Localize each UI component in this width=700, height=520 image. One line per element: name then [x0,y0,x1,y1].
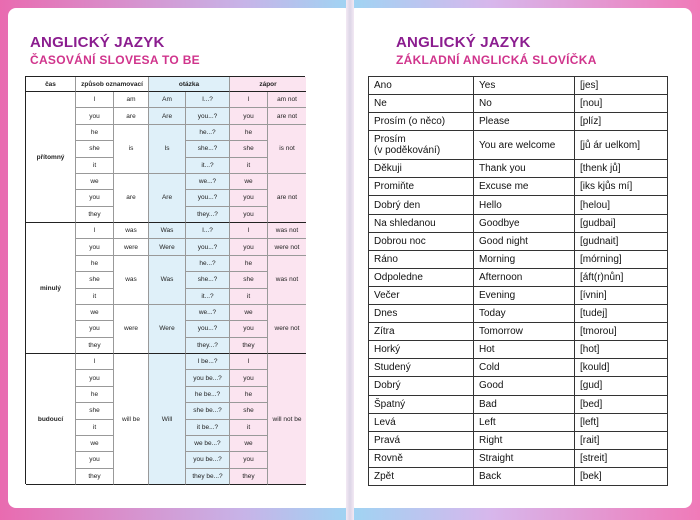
negation-form: is not [268,125,306,174]
pronoun: he [76,125,114,141]
header-negation: zápor [230,77,306,92]
negation-pronoun: he [230,125,268,141]
question-subject: it be...? [186,420,230,436]
question-subject: he...? [186,125,230,141]
pronunciation: [jes] [575,77,668,95]
negation-pronoun: she [230,141,268,157]
english-word: Cold [474,359,575,377]
negation-pronoun: you [230,239,268,255]
negation-pronoun: you [230,190,268,206]
pronunciation: [rait] [575,431,668,449]
vocab-row [369,232,668,250]
vocab-row [369,341,668,359]
czech-word: Zítra [369,323,474,341]
vocab-row [369,323,668,341]
question-subject: he...? [186,256,230,272]
pronunciation: [helou] [575,196,668,214]
question-verb: Was [149,256,186,305]
vocabulary-table [368,76,668,486]
pronunciation: [bek] [575,467,668,485]
question-verb: Is [149,125,186,174]
negation-pronoun: it [230,158,268,174]
pronunciation: [left] [575,413,668,431]
question-verb: Was [149,223,186,239]
negation-form: was not [268,256,306,305]
verb-form: are [114,108,149,124]
vocab-row [369,395,668,413]
pronunciation: [hot] [575,341,668,359]
negation-pronoun: you [230,321,268,337]
pronunciation: [plíz] [575,113,668,131]
question-subject: she...? [186,141,230,157]
pronoun: they [76,338,114,354]
verb-form: will be [114,354,149,485]
vocab-row [369,467,668,485]
czech-word: Levá [369,413,474,431]
czech-word: Děkuji [369,160,474,178]
pronoun: you [76,108,114,124]
header-indicative: způsob oznamovací [76,77,149,92]
pronoun: I [76,354,114,370]
pronoun: you [76,452,114,468]
negation-form: are not [268,108,306,124]
question-verb: Were [149,305,186,354]
english-word: Right [474,431,575,449]
negation-form: are not [268,174,306,223]
czech-word: Dnes [369,305,474,323]
question-subject: we...? [186,174,230,190]
czech-word: Večer [369,286,474,304]
english-word: Goodbye [474,214,575,232]
right-title: ANGLICKÝ JAZYK [396,34,531,51]
pronunciation: [gudnait] [575,232,668,250]
czech-word: Pravá [369,431,474,449]
pronunciation: [tudej] [575,305,668,323]
pronoun: he [76,256,114,272]
pronunciation: [ívnin] [575,286,668,304]
negation-pronoun: it [230,289,268,305]
vocab-row [369,95,668,113]
czech-word: Prosím (o něco) [369,113,474,131]
negation-pronoun: she [230,403,268,419]
czech-word: Horký [369,341,474,359]
english-word: Good night [474,232,575,250]
question-verb: Are [149,174,186,223]
pronunciation: [streit] [575,449,668,467]
vocab-row [369,214,668,232]
question-subject: I...? [186,223,230,239]
vocab-row [369,77,668,95]
english-word: Please [474,113,575,131]
header-question: otázka [149,77,230,92]
czech-word: Odpoledne [369,268,474,286]
question-subject: she...? [186,272,230,288]
verb-form: were [114,239,149,255]
english-word: Morning [474,250,575,268]
verb-form: were [114,305,149,354]
vocab-row [369,268,668,286]
pronoun: I [76,223,114,239]
verb-form: was [114,256,149,305]
negation-pronoun: we [230,174,268,190]
vocab-row [369,431,668,449]
verb-form: am [114,92,149,108]
pronoun: they [76,207,114,223]
vocab-row [369,250,668,268]
question-subject: I be...? [186,354,230,370]
pronunciation: [iks kjůs mí] [575,178,668,196]
pronoun: they [76,469,114,485]
negation-form: will not be [268,354,306,485]
czech-word: Dobrý [369,377,474,395]
czech-word: Ne [369,95,474,113]
czech-word: Dobrý den [369,196,474,214]
negation-pronoun: we [230,305,268,321]
czech-word: Ano [369,77,474,95]
english-word: Back [474,467,575,485]
pronoun: it [76,420,114,436]
pronoun: we [76,174,114,190]
verb-form: was [114,223,149,239]
pronoun: he [76,387,114,403]
vocab-row [369,377,668,395]
czech-word: Rovně [369,449,474,467]
pronoun: I [76,92,114,108]
negation-pronoun: he [230,387,268,403]
pronoun: it [76,289,114,305]
negation-form: were not [268,239,306,255]
vocab-row [369,413,668,431]
pronoun: she [76,403,114,419]
pronunciation: [jů ár uelkom] [575,131,668,160]
question-subject: you...? [186,190,230,206]
vocab-row [369,196,668,214]
english-word: Hot [474,341,575,359]
question-subject: you be...? [186,452,230,468]
negation-pronoun: it [230,420,268,436]
question-subject: I...? [186,92,230,108]
pronunciation: [bed] [575,395,668,413]
pronoun: we [76,305,114,321]
negation-pronoun: you [230,452,268,468]
header-tense: čas [26,77,76,92]
question-subject: they...? [186,207,230,223]
czech-word: Dobrou noc [369,232,474,250]
negation-form: was not [268,223,306,239]
czech-word: Prosím (v poděkování) [369,131,474,160]
question-verb: Will [149,354,186,485]
pronunciation: [kould] [575,359,668,377]
english-word: Thank you [474,160,575,178]
question-subject: we be...? [186,436,230,452]
tense-0: přítomný [26,92,76,223]
negation-pronoun: I [230,223,268,239]
vocab-row [369,359,668,377]
english-word: Excuse me [474,178,575,196]
tense-2: budoucí [26,354,76,485]
pronunciation: [gud] [575,377,668,395]
pronoun: she [76,272,114,288]
verb-form: are [114,174,149,223]
vocab-row [369,113,668,131]
question-verb: Are [149,108,186,124]
pronunciation: [áft(r)nůn] [575,268,668,286]
vocab-row [369,178,668,196]
vocab-row [369,449,668,467]
negation-pronoun: he [230,256,268,272]
book-gutter [346,0,354,520]
english-word: Good [474,377,575,395]
negation-pronoun: you [230,207,268,223]
negation-pronoun: I [230,92,268,108]
czech-word: Ráno [369,250,474,268]
negation-pronoun: they [230,338,268,354]
negation-pronoun: they [230,469,268,485]
negation-pronoun: you [230,370,268,386]
vocab-row [369,160,668,178]
question-verb: Am [149,92,186,108]
english-word: Straight [474,449,575,467]
pronunciation: [thenk jů] [575,160,668,178]
question-subject: she be...? [186,403,230,419]
pronoun: you [76,321,114,337]
czech-word: Na shledanou [369,214,474,232]
czech-word: Promiňte [369,178,474,196]
english-word: Afternoon [474,268,575,286]
english-word: You are welcome [474,131,575,160]
pronunciation: [tmorou] [575,323,668,341]
question-subject: you be...? [186,370,230,386]
negation-form: am not [268,92,306,108]
question-verb: Were [149,239,186,255]
tense-1: minulý [26,223,76,354]
pronunciation: [gudbai] [575,214,668,232]
negation-form: were not [268,305,306,354]
negation-pronoun: she [230,272,268,288]
left-subtitle: ČASOVÁNÍ SLOVESA TO BE [30,53,200,67]
pronoun: she [76,141,114,157]
negation-pronoun: you [230,108,268,124]
pronoun: it [76,158,114,174]
question-subject: we...? [186,305,230,321]
negation-pronoun: I [230,354,268,370]
question-subject: they be...? [186,469,230,485]
verb-form: is [114,125,149,174]
pronoun: we [76,436,114,452]
english-word: Today [474,305,575,323]
english-word: No [474,95,575,113]
pronunciation: [nou] [575,95,668,113]
english-word: Hello [474,196,575,214]
pronoun: you [76,190,114,206]
english-word: Tomorrow [474,323,575,341]
pronoun: you [76,370,114,386]
question-subject: he be...? [186,387,230,403]
negation-pronoun: we [230,436,268,452]
question-subject: it...? [186,289,230,305]
czech-word: Zpět [369,467,474,485]
question-subject: you...? [186,239,230,255]
right-subtitle: ZÁKLADNÍ ANGLICKÁ SLOVÍČKA [396,53,597,67]
english-word: Left [474,413,575,431]
english-word: Yes [474,77,575,95]
vocab-row [369,305,668,323]
english-word: Bad [474,395,575,413]
question-subject: it...? [186,158,230,174]
vocab-row [369,131,668,160]
english-word: Evening [474,286,575,304]
left-title: ANGLICKÝ JAZYK [30,34,165,51]
pronoun: you [76,239,114,255]
pronunciation: [mórning] [575,250,668,268]
question-subject: they...? [186,338,230,354]
vocab-row [369,286,668,304]
czech-word: Studený [369,359,474,377]
to-be-conjugation-table [25,76,305,484]
question-subject: you...? [186,321,230,337]
czech-word: Špatný [369,395,474,413]
question-subject: you...? [186,108,230,124]
